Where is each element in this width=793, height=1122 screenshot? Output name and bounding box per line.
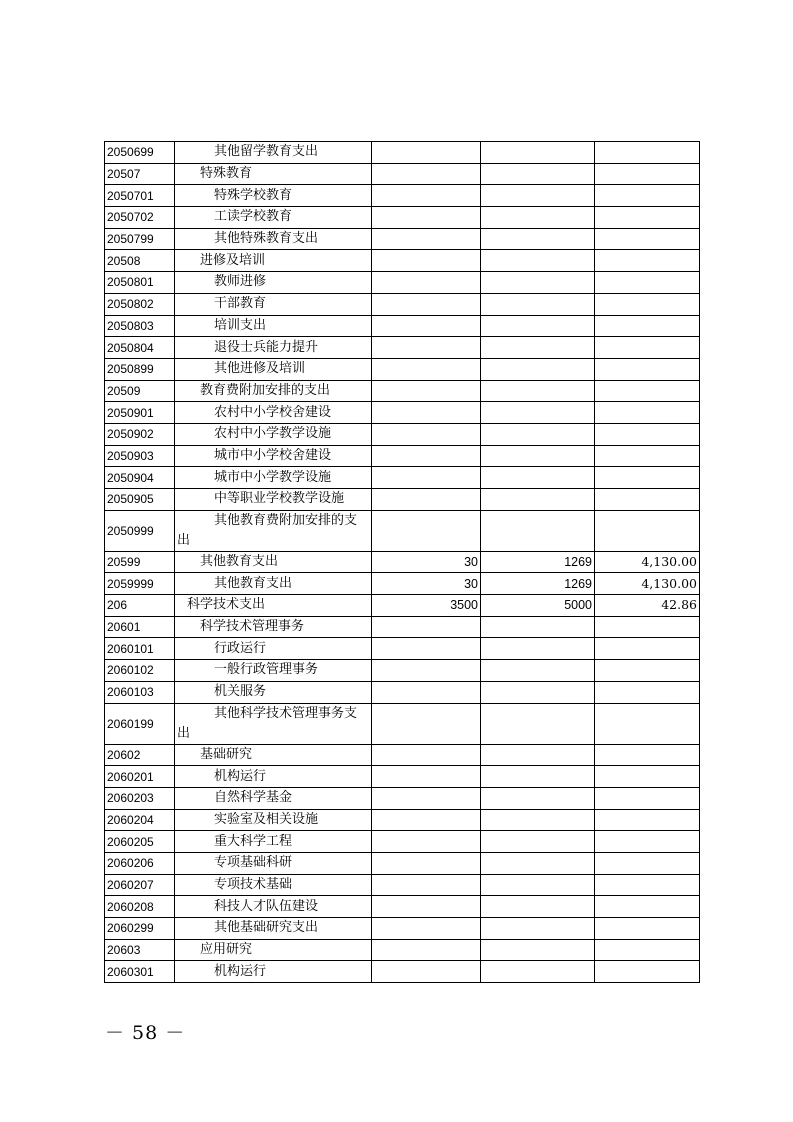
budget-table-body [105,142,700,983]
table-row [105,874,700,896]
account-code-cell: 2060103 [105,681,175,703]
account-name-line2: 出 [177,532,191,548]
amount-cell-2 [481,293,595,315]
account-code-cell: 20602 [105,744,175,766]
account-name-cell: 进修及培训 [175,250,372,272]
account-code-cell: 20601 [105,616,175,638]
account-code-cell: 20507 [105,163,175,185]
table-row [105,787,700,809]
amount-cell-3 [595,337,700,359]
account-name-cell: 机构运行 [175,961,372,983]
amount-cell-1 [372,315,481,337]
account-code-cell: 2050999 [105,510,175,551]
amount-cell-1 [372,228,481,250]
amount-cell-1 [372,510,481,551]
account-name-cell: 其他特殊教育支出 [175,228,372,250]
amount-cell-1 [372,703,481,744]
table-row [105,467,700,489]
account-code-cell: 2050899 [105,358,175,380]
account-code-cell: 20603 [105,939,175,961]
account-code-cell: 2050702 [105,207,175,229]
account-name-cell: 其他教育支出 [175,573,372,595]
table-row [105,809,700,831]
amount-cell-3: 4,130.00 [595,551,700,573]
amount-cell-2 [481,250,595,272]
account-name-cell: 专项基础科研 [175,852,372,874]
amount-cell-2 [481,660,595,682]
amount-cell-1 [372,272,481,294]
amount-cell-2 [481,852,595,874]
account-name-cell: 教师进修 [175,272,372,294]
amount-cell-1 [372,250,481,272]
table-row [105,185,700,207]
amount-cell-2 [481,228,595,250]
amount-cell-2 [481,467,595,489]
amount-cell-2 [481,315,595,337]
amount-cell-1 [372,207,481,229]
amount-cell-1: 3500 [372,595,481,617]
amount-cell-1 [372,852,481,874]
account-code-cell: 2060102 [105,660,175,682]
account-name-cell: 自然科学基金 [175,787,372,809]
amount-cell-2 [481,787,595,809]
table-row [105,703,700,744]
account-name-cell: 科学技术支出 [175,595,372,617]
amount-cell-1 [372,874,481,896]
amount-cell-3 [595,961,700,983]
table-row [105,638,700,660]
amount-cell-2 [481,918,595,940]
account-code-cell: 2060205 [105,831,175,853]
account-code-cell: 2060206 [105,852,175,874]
amount-cell-3: 42.86 [595,595,700,617]
account-code-cell: 2050701 [105,185,175,207]
account-name-line1: 其他教育费附加安排的支 [214,512,358,528]
account-code-cell: 2050803 [105,315,175,337]
account-name-cell [175,510,372,551]
amount-cell-3 [595,787,700,809]
amount-cell-1 [372,163,481,185]
table-row [105,380,700,402]
amount-cell-1 [372,616,481,638]
amount-cell-1 [372,380,481,402]
amount-cell-3 [595,445,700,467]
account-name-cell: 行政运行 [175,638,372,660]
table-row [105,896,700,918]
account-code-cell: 2050901 [105,402,175,424]
account-name-cell: 农村中小学教学设施 [175,423,372,445]
amount-cell-3 [595,467,700,489]
amount-cell-3 [595,358,700,380]
account-name-cell: 实验室及相关设施 [175,809,372,831]
table-row [105,961,700,983]
amount-cell-2 [481,809,595,831]
amount-cell-2 [481,423,595,445]
amount-cell-1 [372,337,481,359]
account-code-cell: 2050904 [105,467,175,489]
amount-cell-1 [372,939,481,961]
account-name-cell: 应用研究 [175,939,372,961]
table-row [105,852,700,874]
table-row [105,250,700,272]
account-code-cell: 206 [105,595,175,617]
amount-cell-3 [595,918,700,940]
table-row [105,939,700,961]
table-row [105,163,700,185]
table-row [105,660,700,682]
table-row [105,681,700,703]
table-row [105,595,700,617]
amount-cell-1 [372,142,481,164]
amount-cell-1 [372,467,481,489]
amount-cell-1: 30 [372,573,481,595]
table-row [105,616,700,638]
amount-cell-1 [372,638,481,660]
account-name-cell: 工读学校教育 [175,207,372,229]
budget-table [104,141,700,983]
table-row [105,573,700,595]
amount-cell-3 [595,380,700,402]
amount-cell-3 [595,402,700,424]
account-name-cell: 培训支出 [175,315,372,337]
account-code-cell: 2050902 [105,423,175,445]
account-name-cell: 其他教育支出 [175,551,372,573]
amount-cell-3 [595,874,700,896]
amount-cell-2 [481,831,595,853]
amount-cell-1 [372,961,481,983]
amount-cell-3: 4,130.00 [595,573,700,595]
account-name-cell: 专项技术基础 [175,874,372,896]
amount-cell-2 [481,744,595,766]
account-name-cell: 科学技术管理事务 [175,616,372,638]
table-row [105,766,700,788]
amount-cell-2 [481,638,595,660]
account-code-cell: 2060207 [105,874,175,896]
amount-cell-2 [481,358,595,380]
account-code-cell: 20508 [105,250,175,272]
account-name-cell: 一般行政管理事务 [175,660,372,682]
table-row [105,402,700,424]
account-code-cell: 2060101 [105,638,175,660]
amount-cell-2 [481,703,595,744]
account-name-cell: 干部教育 [175,293,372,315]
account-code-cell: 2050905 [105,489,175,511]
amount-cell-2 [481,896,595,918]
table-row [105,423,700,445]
amount-cell-3 [595,852,700,874]
amount-cell-2 [481,402,595,424]
table-row [105,744,700,766]
amount-cell-1 [372,660,481,682]
amount-cell-3 [595,831,700,853]
account-name-cell: 基础研究 [175,744,372,766]
account-code-cell: 2050903 [105,445,175,467]
amount-cell-2 [481,681,595,703]
amount-cell-3 [595,660,700,682]
amount-cell-3 [595,250,700,272]
amount-cell-1 [372,766,481,788]
amount-cell-1 [372,293,481,315]
amount-cell-3 [595,293,700,315]
account-code-cell: 2050804 [105,337,175,359]
table-row [105,315,700,337]
table-row [105,831,700,853]
account-name-wrap [175,704,371,744]
amount-cell-3 [595,185,700,207]
amount-cell-1 [372,681,481,703]
table-row [105,337,700,359]
account-code-cell: 2060208 [105,896,175,918]
amount-cell-3 [595,616,700,638]
account-code-cell: 2050801 [105,272,175,294]
account-name-cell: 农村中小学校舍建设 [175,402,372,424]
amount-cell-3 [595,207,700,229]
account-code-cell: 2060299 [105,918,175,940]
page-number: － 58 － [105,1022,186,1044]
table-row [105,551,700,573]
amount-cell-1 [372,896,481,918]
amount-cell-3 [595,896,700,918]
amount-cell-1 [372,185,481,207]
amount-cell-3 [595,703,700,744]
amount-cell-2 [481,939,595,961]
amount-cell-3 [595,939,700,961]
amount-cell-2: 5000 [481,595,595,617]
amount-cell-3 [595,489,700,511]
amount-cell-2 [481,510,595,551]
account-name-cell: 特殊教育 [175,163,372,185]
amount-cell-2 [481,766,595,788]
amount-cell-2 [481,874,595,896]
amount-cell-1 [372,918,481,940]
amount-cell-1 [372,489,481,511]
account-code-cell: 2060201 [105,766,175,788]
account-name-cell: 城市中小学校舍建设 [175,445,372,467]
table-row [105,358,700,380]
amount-cell-3 [595,809,700,831]
amount-cell-3 [595,744,700,766]
table-row [105,445,700,467]
account-code-cell: 20599 [105,551,175,573]
account-code-cell: 2060301 [105,961,175,983]
account-name-wrap [175,511,371,551]
table-row [105,228,700,250]
amount-cell-1 [372,787,481,809]
table-row [105,272,700,294]
amount-cell-2 [481,337,595,359]
account-code-cell: 2050699 [105,142,175,164]
amount-cell-2 [481,489,595,511]
account-name-line1: 其他科学技术管理事务支 [214,705,358,721]
table-row [105,142,700,164]
account-name-cell: 特殊学校教育 [175,185,372,207]
amount-cell-1 [372,402,481,424]
account-code-cell: 2050799 [105,228,175,250]
account-name-cell: 其他留学教育支出 [175,142,372,164]
amount-cell-3 [595,423,700,445]
account-code-cell: 2060204 [105,809,175,831]
table-row [105,489,700,511]
amount-cell-1: 30 [372,551,481,573]
amount-cell-3 [595,272,700,294]
amount-cell-2 [481,185,595,207]
amount-cell-3 [595,315,700,337]
table-row [105,293,700,315]
account-name-cell: 其他进修及培训 [175,358,372,380]
account-code-cell: 2059999 [105,573,175,595]
amount-cell-1 [372,809,481,831]
amount-cell-2: 1269 [481,551,595,573]
account-name-cell: 教育费附加安排的支出 [175,380,372,402]
account-name-cell: 其他基础研究支出 [175,918,372,940]
account-name-cell: 退役士兵能力提升 [175,337,372,359]
amount-cell-2 [481,163,595,185]
table-row [105,918,700,940]
amount-cell-1 [372,445,481,467]
table-row [105,207,700,229]
amount-cell-2 [481,616,595,638]
amount-cell-3 [595,638,700,660]
account-name-cell: 中等职业学校教学设施 [175,489,372,511]
account-code-cell: 2050802 [105,293,175,315]
amount-cell-2 [481,272,595,294]
account-code-cell: 2060203 [105,787,175,809]
account-name-cell: 机构运行 [175,766,372,788]
amount-cell-1 [372,744,481,766]
amount-cell-3 [595,766,700,788]
account-name-cell [175,703,372,744]
account-name-cell: 机关服务 [175,681,372,703]
account-name-line2: 出 [177,725,191,741]
account-name-cell: 科技人才队伍建设 [175,896,372,918]
amount-cell-2 [481,961,595,983]
amount-cell-2: 1269 [481,573,595,595]
account-code-cell: 20509 [105,380,175,402]
amount-cell-1 [372,358,481,380]
amount-cell-2 [481,380,595,402]
amount-cell-3 [595,142,700,164]
amount-cell-2 [481,207,595,229]
amount-cell-3 [595,681,700,703]
amount-cell-2 [481,142,595,164]
amount-cell-1 [372,423,481,445]
account-name-cell: 重大科学工程 [175,831,372,853]
account-name-cell: 城市中小学教学设施 [175,467,372,489]
account-code-cell: 2060199 [105,703,175,744]
amount-cell-2 [481,445,595,467]
amount-cell-1 [372,831,481,853]
amount-cell-3 [595,228,700,250]
table-row [105,510,700,551]
amount-cell-3 [595,510,700,551]
amount-cell-3 [595,163,700,185]
